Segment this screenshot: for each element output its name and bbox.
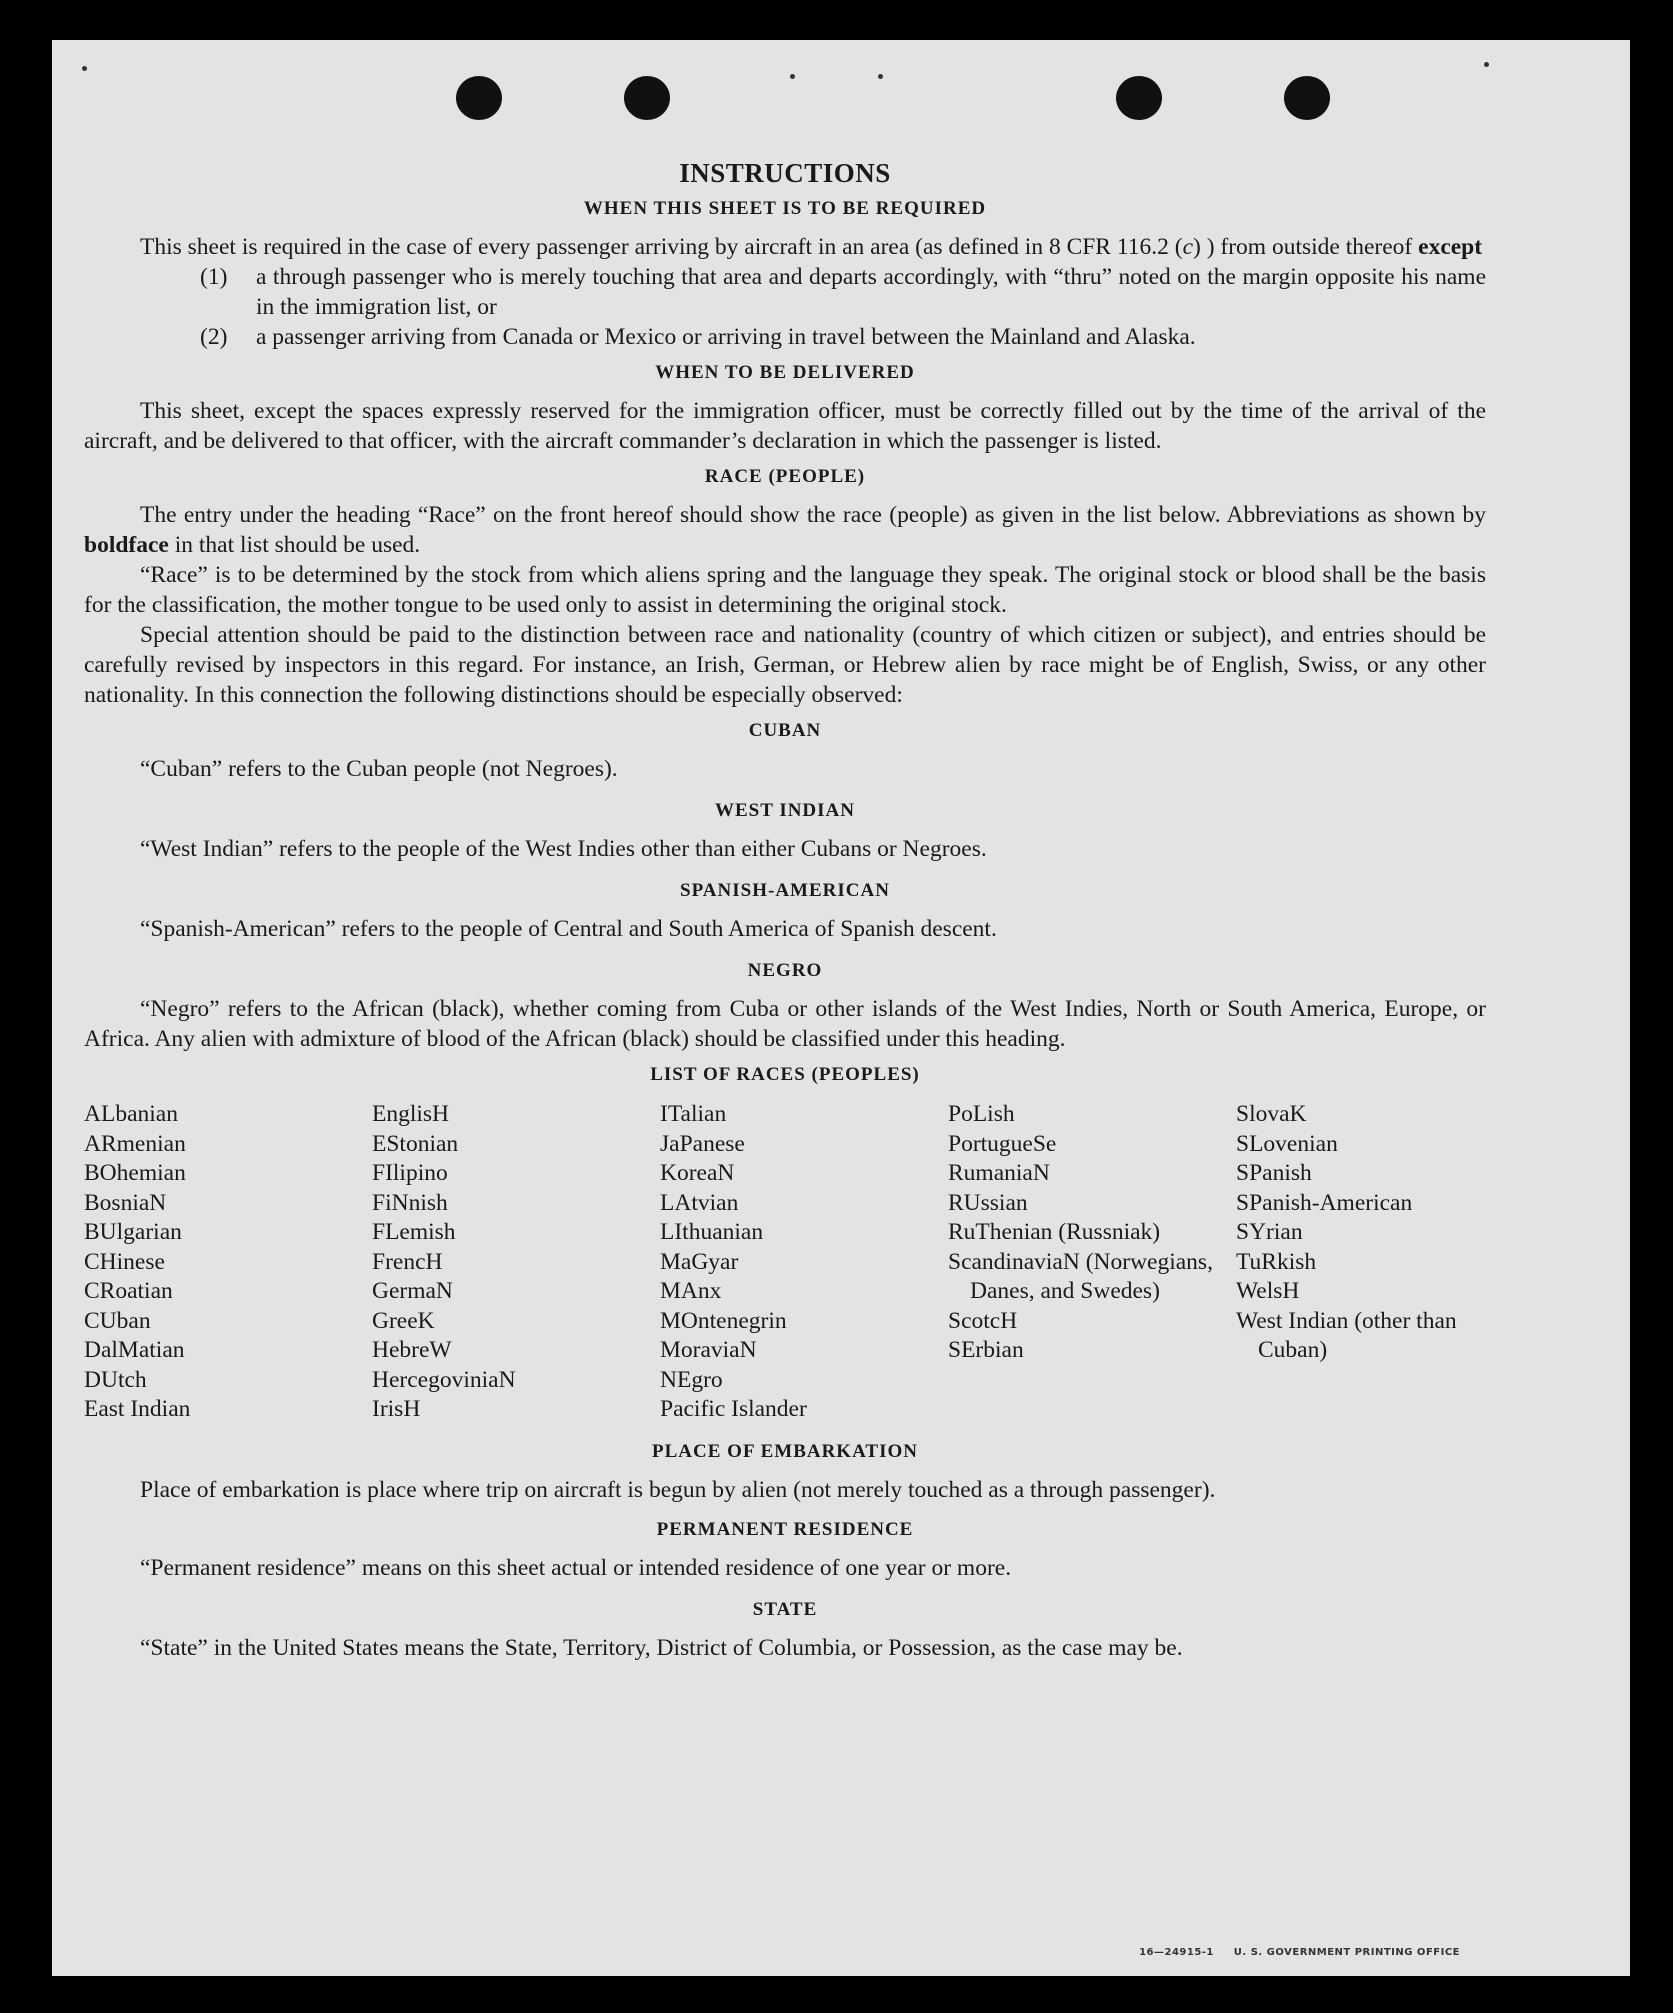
punch-hole (1116, 76, 1162, 120)
race-paragraph-1 (84, 500, 1486, 560)
race-paragraph-3: Special attention should be paid to the distinction between race and nationality (country of which citizen or subject), and entries should be carefully revised by inspectors in this regard. For instance, an Irish, German, or Hebrew alien by race might be of English, Swiss, or any other nationality. In this connection the following distinctions should be especially observed: (84, 622, 1486, 708)
race-item: RUssian (948, 1189, 1028, 1216)
races-list (84, 1100, 1486, 1425)
race-item: KoreaN (660, 1160, 735, 1186)
race-item: LIthuanian (660, 1219, 764, 1245)
race-item: MoraviaN (660, 1337, 757, 1363)
race-item: ScandinaviaN (Norwegians, Danes, and Swedes) (948, 1248, 1213, 1304)
race-item: ITalian (660, 1101, 727, 1127)
race-item: EnglisH (372, 1101, 450, 1127)
race-item: BOhemian (84, 1160, 186, 1186)
race-item: MAnx (660, 1278, 722, 1304)
race-item: WelsH (1236, 1278, 1300, 1304)
exception-item (200, 322, 1486, 352)
residence-paragraph: “Permanent residence” means on this sheet actual or intended residence of one year or more. (140, 1554, 1012, 1581)
heading-embarkation: PLACE OF EMBARKATION (652, 1440, 918, 1462)
state-paragraph: “State” in the United States means the State, Territory, District of Columbia, or Possession, as the case may be. (140, 1634, 1183, 1661)
printer-code: 16—24915-1 U. S. GOVERNMENT PRINTING OFFICE (1139, 1947, 1460, 1958)
race-item: FLemish (372, 1219, 456, 1245)
required-text: ) ) from outside thereof (1193, 234, 1419, 260)
race-item: ALbanian (84, 1101, 178, 1127)
race-item: CUban (84, 1307, 151, 1334)
race-item: SLovenian (1236, 1130, 1338, 1157)
race-item: MaGyar (660, 1248, 739, 1275)
race-item: PoLish (948, 1101, 1015, 1127)
item-text: a through passenger who is merely touching that area and departs accordingly, with “thru” noted on the margin opposite his name in the immigration list, or (256, 264, 1486, 320)
race-item: SErbian (948, 1337, 1024, 1363)
punch-hole (456, 76, 502, 120)
race-item: SlovaK (1236, 1101, 1307, 1127)
heading-state: STATE (752, 1598, 818, 1620)
document-page (52, 40, 1630, 1976)
item-number: (2) (200, 324, 228, 350)
spanish-american-paragraph: “Spanish-American” refers to the people of Central and South America of Spanish descent. (140, 916, 997, 942)
instructions-content (84, 158, 1486, 1663)
race-item: SPanish (1236, 1160, 1312, 1186)
cuban-paragraph: “Cuban” refers to the Cuban people (not Negroes). (140, 756, 618, 782)
race-item: SYrian (1236, 1219, 1303, 1245)
race-item: HebreW (372, 1337, 452, 1363)
race-item: FIlipino (372, 1160, 448, 1186)
races-column (84, 1100, 372, 1425)
race-item: GreeK (372, 1307, 435, 1334)
race-item: NEgro (660, 1366, 723, 1393)
race-item: CRoatian (84, 1278, 173, 1304)
race-item: DUtch (84, 1366, 147, 1393)
race-text: The entry under the heading “Race” on the front hereof should show the race (people) as given in the list below. Abbreviations as shown by (140, 502, 1486, 528)
required-paragraph (84, 232, 1486, 262)
heading-cuban: CUBAN (748, 720, 822, 741)
race-item: EStonian (372, 1130, 459, 1157)
race-item: ScotcH (948, 1307, 1018, 1334)
negro-paragraph: “Negro” refers to the African (black), whether coming from Cuba or other islands of the West Indies, North or South America, Europe, or Africa. Any alien with admixture of blood of the African (black) should be classified under this heading. (84, 996, 1486, 1052)
race-item: BosniaN (84, 1189, 167, 1216)
speck (878, 74, 883, 79)
race-item: FiNnish (372, 1189, 448, 1216)
heading-spanish-american: SPANISH-AMERICAN (680, 880, 890, 901)
race-item: ARmenian (84, 1130, 186, 1157)
race-item: MOntenegrin (660, 1307, 787, 1334)
race-item: Pacific Islander (660, 1396, 807, 1422)
race-item: RuThenian (Russniak) (948, 1219, 1161, 1245)
speck (82, 66, 87, 71)
speck (1484, 62, 1489, 67)
race-item: SPanish-American (1236, 1189, 1413, 1216)
races-column (948, 1100, 1236, 1425)
race-item: CHinese (84, 1248, 165, 1275)
race-paragraph-2: “Race” is to be determined by the stock from which aliens spring and the language they speak. The original stock or blood shall be the basis for the classification, the mother tongue to be used only to assist in determining the original stock. (84, 562, 1486, 618)
race-text: in that list should be used. (168, 532, 421, 558)
exception-item (200, 262, 1486, 322)
race-item: TuRkish (1236, 1248, 1317, 1275)
race-item: RumaniaN (948, 1160, 1050, 1186)
punch-hole (1284, 76, 1330, 120)
speck (790, 74, 795, 79)
race-item: BUlgarian (84, 1219, 182, 1245)
race-item: East Indian (84, 1396, 191, 1422)
west-indian-paragraph: “West Indian” refers to the people of the West Indies other than either Cubans or Negroes. (140, 836, 987, 862)
races-column (660, 1100, 948, 1425)
race-item: PortugueSe (948, 1130, 1057, 1157)
heading-negro: NEGRO (747, 960, 823, 981)
races-column (372, 1100, 660, 1425)
heading-delivered: WHEN TO BE DELIVERED (655, 362, 915, 383)
heading-race: RACE (PEOPLE) (704, 466, 866, 487)
heading-west-indian: WEST INDIAN (715, 800, 855, 821)
required-italic: c (1182, 234, 1193, 260)
heading-list-of-races: LIST OF RACES (PEOPLES) (650, 1064, 920, 1085)
heading-residence: PERMANENT RESIDENCE (656, 1518, 914, 1540)
race-bold: boldface (84, 532, 169, 558)
item-text: a passenger arriving from Canada or Mexico or arriving in travel between the Mainland and Alaska. (256, 324, 1196, 350)
race-item: HercegoviniaN (372, 1366, 516, 1393)
delivered-paragraph: This sheet, except the spaces expressly reserved for the immigration officer, must be correctly filled out by the time of the arrival of the aircraft, and be delivered to that officer, with the aircraft commander’s declaration in which the passenger is listed. (84, 398, 1486, 454)
race-item: DalMatian (84, 1337, 185, 1363)
race-item: IrisH (372, 1396, 421, 1422)
page-title: INSTRUCTIONS (679, 158, 891, 188)
races-column (1236, 1100, 1486, 1425)
item-number: (1) (200, 264, 228, 290)
race-item: West Indian (other than Cuban) (1236, 1307, 1457, 1363)
race-item: LAtvian (660, 1189, 739, 1216)
race-item: FrencH (372, 1248, 443, 1275)
required-bold: except (1418, 234, 1483, 260)
punch-hole (624, 76, 670, 120)
race-item: GermaN (372, 1278, 453, 1304)
race-item: JaPanese (660, 1130, 745, 1157)
embarkation-paragraph: Place of embarkation is place where trip on aircraft is begun by alien (not merely touched as a through passenger). (140, 1476, 1216, 1503)
required-text: This sheet is required in the case of every passenger arriving by aircraft in an area (as defined in 8 CFR 116.2 ( (140, 234, 1183, 260)
heading-required: WHEN THIS SHEET IS TO BE REQUIRED (583, 198, 987, 219)
